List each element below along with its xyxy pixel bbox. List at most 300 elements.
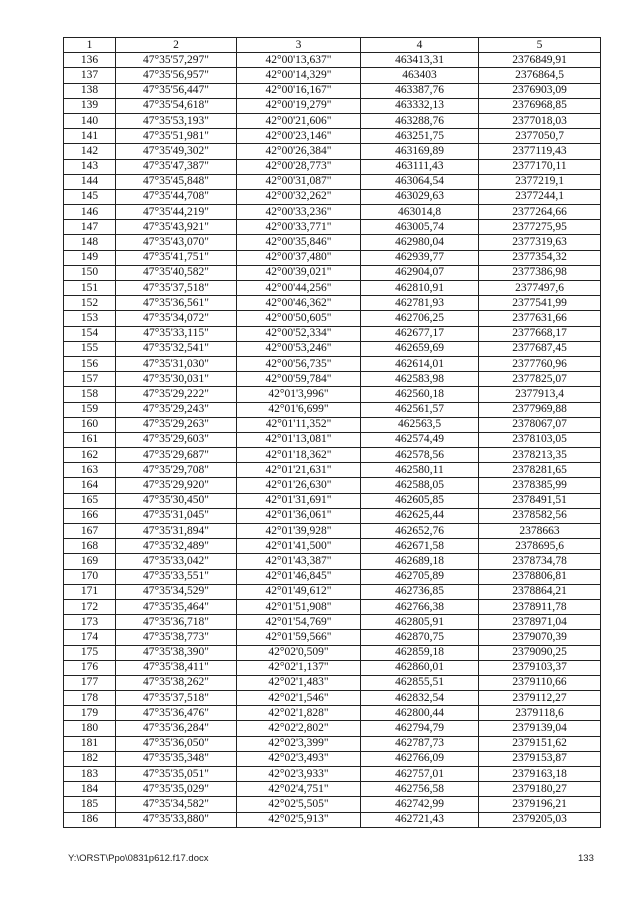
cell-longitude: 42°00'33,771" [237,220,361,235]
cell-y-coordinate: 2379110,66 [479,675,601,690]
cell-point-number: 163 [64,463,116,478]
cell-x-coordinate: 462659,69 [361,341,479,356]
table-row [64,417,601,432]
cell-latitude: 47°35'35,348" [116,751,237,766]
column-header-latitude: 2 [116,38,237,53]
cell-y-coordinate: 2377275,95 [479,220,601,235]
cell-longitude: 42°01'31,691" [237,493,361,508]
cell-point-number: 137 [64,68,116,83]
cell-y-coordinate: 2377668,17 [479,326,601,341]
cell-point-number: 158 [64,387,116,402]
cell-latitude: 47°35'31,030" [116,356,237,371]
table-row [64,311,601,326]
table-row [64,584,601,599]
cell-latitude: 47°35'36,050" [116,736,237,751]
cell-longitude: 42°01'21,631" [237,463,361,478]
cell-x-coordinate: 463111,43 [361,159,479,174]
cell-x-coordinate: 463251,75 [361,129,479,144]
cell-x-coordinate: 462583,98 [361,372,479,387]
cell-point-number: 146 [64,205,116,220]
table-row [64,356,601,371]
cell-latitude: 47°35'56,447" [116,83,237,98]
table-row [64,493,601,508]
cell-x-coordinate: 462787,73 [361,736,479,751]
cell-x-coordinate: 462860,01 [361,660,479,675]
cell-longitude: 42°00'39,021" [237,265,361,280]
footer-page-number: 133 [578,853,594,864]
table-row [64,326,601,341]
table-body [64,53,601,828]
cell-latitude: 47°35'44,219" [116,205,237,220]
cell-x-coordinate: 462560,18 [361,387,479,402]
cell-x-coordinate: 463169,89 [361,144,479,159]
cell-longitude: 42°02'1,483" [237,675,361,690]
cell-point-number: 183 [64,767,116,782]
cell-x-coordinate: 462742,99 [361,797,479,812]
cell-latitude: 47°35'40,582" [116,265,237,280]
cell-longitude: 42°00'19,279" [237,98,361,113]
cell-x-coordinate: 462574,49 [361,432,479,447]
table-row [64,554,601,569]
cell-longitude: 42°01'13,081" [237,432,361,447]
table-row [64,250,601,265]
cell-latitude: 47°35'54,618" [116,98,237,113]
cell-y-coordinate: 2377354,32 [479,250,601,265]
cell-x-coordinate: 463005,74 [361,220,479,235]
cell-point-number: 177 [64,675,116,690]
cell-x-coordinate: 462706,25 [361,311,479,326]
cell-y-coordinate: 2377687,45 [479,341,601,356]
cell-y-coordinate: 2377219,1 [479,174,601,189]
cell-y-coordinate: 2379090,25 [479,645,601,660]
cell-longitude: 42°00'16,167" [237,83,361,98]
cell-latitude: 47°35'35,051" [116,767,237,782]
cell-point-number: 175 [64,645,116,660]
cell-point-number: 148 [64,235,116,250]
table-row [64,782,601,797]
cell-longitude: 42°01'43,387" [237,554,361,569]
cell-latitude: 47°35'35,029" [116,782,237,797]
cell-x-coordinate: 462721,43 [361,812,479,827]
table-row [64,615,601,630]
table-row [64,129,601,144]
cell-x-coordinate: 462939,77 [361,250,479,265]
cell-x-coordinate: 462757,01 [361,767,479,782]
table-row [64,432,601,447]
cell-longitude: 42°00'32,262" [237,189,361,204]
cell-x-coordinate: 462625,44 [361,508,479,523]
cell-point-number: 155 [64,341,116,356]
table-row [64,524,601,539]
table-header [64,38,601,53]
cell-y-coordinate: 2377170,11 [479,159,601,174]
cell-longitude: 42°01'46,845" [237,569,361,584]
cell-x-coordinate: 462671,58 [361,539,479,554]
cell-latitude: 47°35'36,561" [116,296,237,311]
cell-x-coordinate: 462605,85 [361,493,479,508]
cell-latitude: 47°35'30,450" [116,493,237,508]
cell-x-coordinate: 462561,57 [361,402,479,417]
cell-point-number: 168 [64,539,116,554]
cell-longitude: 42°00'46,362" [237,296,361,311]
cell-longitude: 42°01'26,630" [237,478,361,493]
cell-latitude: 47°35'29,263" [116,417,237,432]
cell-point-number: 147 [64,220,116,235]
cell-point-number: 180 [64,721,116,736]
cell-latitude: 47°35'34,529" [116,584,237,599]
cell-point-number: 169 [64,554,116,569]
table-row [64,83,601,98]
cell-point-number: 176 [64,660,116,675]
cell-point-number: 162 [64,448,116,463]
table-row [64,539,601,554]
cell-y-coordinate: 2376849,91 [479,53,601,68]
cell-x-coordinate: 462677,17 [361,326,479,341]
cell-x-coordinate: 462563,5 [361,417,479,432]
header-row [64,38,601,53]
cell-longitude: 42°00'13,637" [237,53,361,68]
cell-point-number: 173 [64,615,116,630]
cell-y-coordinate: 2377244,1 [479,189,601,204]
cell-x-coordinate: 462810,91 [361,281,479,296]
cell-latitude: 47°35'51,981" [116,129,237,144]
table-row [64,68,601,83]
cell-y-coordinate: 2378281,65 [479,463,601,478]
column-header-y: 5 [479,38,601,53]
cell-y-coordinate: 2378103,05 [479,432,601,447]
cell-point-number: 141 [64,129,116,144]
cell-latitude: 47°35'43,070" [116,235,237,250]
cell-x-coordinate: 462614,01 [361,356,479,371]
cell-latitude: 47°35'49,302" [116,144,237,159]
cell-latitude: 47°35'31,045" [116,508,237,523]
cell-longitude: 42°00'53,246" [237,341,361,356]
cell-longitude: 42°02'0,509" [237,645,361,660]
cell-point-number: 149 [64,250,116,265]
cell-latitude: 47°35'29,222" [116,387,237,402]
cell-point-number: 161 [64,432,116,447]
cell-latitude: 47°35'45,848" [116,174,237,189]
cell-y-coordinate: 2378734,78 [479,554,601,569]
cell-x-coordinate: 462832,54 [361,691,479,706]
cell-point-number: 172 [64,599,116,614]
cell-x-coordinate: 462800,44 [361,706,479,721]
cell-x-coordinate: 462736,85 [361,584,479,599]
cell-longitude: 42°01'54,769" [237,615,361,630]
cell-point-number: 184 [64,782,116,797]
table-row [64,387,601,402]
cell-y-coordinate: 2378695,6 [479,539,601,554]
cell-y-coordinate: 2379112,27 [479,691,601,706]
cell-latitude: 47°35'32,489" [116,539,237,554]
cell-latitude: 47°35'35,464" [116,599,237,614]
cell-latitude: 47°35'36,476" [116,706,237,721]
cell-longitude: 42°00'50,605" [237,311,361,326]
cell-x-coordinate: 462904,07 [361,265,479,280]
cell-point-number: 159 [64,402,116,417]
table-row [64,736,601,751]
cell-latitude: 47°35'47,387" [116,159,237,174]
cell-x-coordinate: 463029,63 [361,189,479,204]
cell-longitude: 42°01'51,908" [237,599,361,614]
cell-y-coordinate: 2379153,87 [479,751,601,766]
cell-y-coordinate: 2379151,62 [479,736,601,751]
table-row [64,448,601,463]
table-row [64,721,601,736]
cell-longitude: 42°00'44,256" [237,281,361,296]
cell-point-number: 160 [64,417,116,432]
cell-y-coordinate: 2379180,27 [479,782,601,797]
cell-longitude: 42°00'52,334" [237,326,361,341]
cell-longitude: 42°01'39,928" [237,524,361,539]
table-row [64,341,601,356]
cell-x-coordinate: 462580,11 [361,463,479,478]
cell-latitude: 47°35'56,957" [116,68,237,83]
cell-x-coordinate: 462870,75 [361,630,479,645]
cell-latitude: 47°35'38,262" [116,675,237,690]
table-row [64,372,601,387]
cell-longitude: 42°00'28,773" [237,159,361,174]
cell-longitude: 42°00'23,146" [237,129,361,144]
cell-point-number: 142 [64,144,116,159]
cell-x-coordinate: 463014,8 [361,205,479,220]
cell-latitude: 47°35'29,243" [116,402,237,417]
cell-y-coordinate: 2377264,66 [479,205,601,220]
cell-x-coordinate: 462980,04 [361,235,479,250]
cell-latitude: 47°35'34,072" [116,311,237,326]
column-header-longitude: 3 [237,38,361,53]
cell-x-coordinate: 462781,93 [361,296,479,311]
cell-y-coordinate: 2378213,35 [479,448,601,463]
cell-latitude: 47°35'38,390" [116,645,237,660]
cell-point-number: 182 [64,751,116,766]
cell-latitude: 47°35'33,551" [116,569,237,584]
cell-x-coordinate: 462588,05 [361,478,479,493]
cell-point-number: 164 [64,478,116,493]
table-row [64,159,601,174]
table-row [64,189,601,204]
cell-longitude: 42°02'1,546" [237,691,361,706]
cell-y-coordinate: 2378971,04 [479,615,601,630]
cell-latitude: 47°35'30,031" [116,372,237,387]
cell-latitude: 47°35'57,297" [116,53,237,68]
cell-longitude: 42°00'14,329" [237,68,361,83]
table-row [64,660,601,675]
cell-point-number: 165 [64,493,116,508]
cell-y-coordinate: 2379139,04 [479,721,601,736]
cell-latitude: 47°35'36,284" [116,721,237,736]
cell-longitude: 42°02'3,493" [237,751,361,766]
cell-y-coordinate: 2376903,09 [479,83,601,98]
table-row [64,98,601,113]
cell-y-coordinate: 2379103,37 [479,660,601,675]
cell-y-coordinate: 2376968,85 [479,98,601,113]
table-row [64,174,601,189]
table-row [64,812,601,827]
cell-x-coordinate: 463387,76 [361,83,479,98]
cell-latitude: 47°35'29,687" [116,448,237,463]
cell-longitude: 42°01'59,566" [237,630,361,645]
cell-point-number: 156 [64,356,116,371]
cell-longitude: 42°01'41,500" [237,539,361,554]
cell-point-number: 157 [64,372,116,387]
coordinates-table [63,37,601,828]
cell-point-number: 186 [64,812,116,827]
cell-point-number: 138 [64,83,116,98]
cell-longitude: 42°00'26,384" [237,144,361,159]
cell-y-coordinate: 2379163,18 [479,767,601,782]
cell-y-coordinate: 2378806,81 [479,569,601,584]
cell-latitude: 47°35'31,894" [116,524,237,539]
cell-x-coordinate: 462766,38 [361,599,479,614]
table-row [64,675,601,690]
cell-x-coordinate: 463064,54 [361,174,479,189]
table-row [64,478,601,493]
cell-latitude: 47°35'32,541" [116,341,237,356]
cell-x-coordinate: 463403 [361,68,479,83]
cell-longitude: 42°00'31,087" [237,174,361,189]
cell-y-coordinate: 2379070,39 [479,630,601,645]
cell-point-number: 144 [64,174,116,189]
cell-latitude: 47°35'37,518" [116,281,237,296]
table-row [64,296,601,311]
cell-y-coordinate: 2379118,6 [479,706,601,721]
cell-y-coordinate: 2378582,56 [479,508,601,523]
cell-y-coordinate: 2378663 [479,524,601,539]
cell-point-number: 185 [64,797,116,812]
cell-y-coordinate: 2377760,96 [479,356,601,371]
cell-point-number: 178 [64,691,116,706]
cell-y-coordinate: 2377497,6 [479,281,601,296]
cell-latitude: 47°35'43,921" [116,220,237,235]
cell-latitude: 47°35'44,708" [116,189,237,204]
cell-y-coordinate: 2376864,5 [479,68,601,83]
cell-longitude: 42°02'5,913" [237,812,361,827]
cell-x-coordinate: 462578,56 [361,448,479,463]
cell-y-coordinate: 2379205,03 [479,812,601,827]
column-header-x: 4 [361,38,479,53]
table-row [64,691,601,706]
cell-latitude: 47°35'53,193" [116,113,237,128]
cell-y-coordinate: 2378385,99 [479,478,601,493]
cell-latitude: 47°35'29,708" [116,463,237,478]
cell-x-coordinate: 462805,91 [361,615,479,630]
cell-point-number: 152 [64,296,116,311]
table-row [64,797,601,812]
cell-y-coordinate: 2377050,7 [479,129,601,144]
cell-x-coordinate: 462756,58 [361,782,479,797]
cell-y-coordinate: 2379196,21 [479,797,601,812]
cell-longitude: 42°00'33,236" [237,205,361,220]
cell-longitude: 42°01'6,699" [237,402,361,417]
cell-latitude: 47°35'41,751" [116,250,237,265]
cell-latitude: 47°35'38,773" [116,630,237,645]
cell-point-number: 151 [64,281,116,296]
cell-point-number: 174 [64,630,116,645]
cell-longitude: 42°02'3,399" [237,736,361,751]
cell-x-coordinate: 462859,18 [361,645,479,660]
table-row [64,645,601,660]
cell-latitude: 47°35'38,411" [116,660,237,675]
table-row [64,205,601,220]
cell-point-number: 153 [64,311,116,326]
cell-longitude: 42°00'56,735" [237,356,361,371]
table-row [64,281,601,296]
cell-longitude: 42°01'36,061" [237,508,361,523]
table-row [64,113,601,128]
cell-x-coordinate: 462652,76 [361,524,479,539]
cell-x-coordinate: 463332,13 [361,98,479,113]
cell-latitude: 47°35'37,518" [116,691,237,706]
cell-point-number: 181 [64,736,116,751]
cell-y-coordinate: 2377913,4 [479,387,601,402]
cell-x-coordinate: 463413,31 [361,53,479,68]
cell-y-coordinate: 2378067,07 [479,417,601,432]
footer-file-path: Y:\ORST\Ppo\0831p612.f17.docx [68,853,209,864]
cell-longitude: 42°02'1,828" [237,706,361,721]
cell-longitude: 42°00'35,846" [237,235,361,250]
cell-point-number: 167 [64,524,116,539]
table-row [64,630,601,645]
cell-point-number: 136 [64,53,116,68]
cell-longitude: 42°01'49,612" [237,584,361,599]
cell-x-coordinate: 462855,51 [361,675,479,690]
cell-longitude: 42°00'37,480" [237,250,361,265]
cell-y-coordinate: 2377631,66 [479,311,601,326]
cell-y-coordinate: 2377386,98 [479,265,601,280]
cell-y-coordinate: 2378864,21 [479,584,601,599]
cell-point-number: 140 [64,113,116,128]
table-row [64,402,601,417]
cell-longitude: 42°02'1,137" [237,660,361,675]
cell-latitude: 47°35'33,042" [116,554,237,569]
table-row [64,235,601,250]
cell-latitude: 47°35'36,718" [116,615,237,630]
cell-longitude: 42°00'59,784" [237,372,361,387]
cell-x-coordinate: 462794,79 [361,721,479,736]
cell-longitude: 42°02'4,751" [237,782,361,797]
cell-x-coordinate: 462766,09 [361,751,479,766]
cell-point-number: 150 [64,265,116,280]
cell-x-coordinate: 462705,89 [361,569,479,584]
column-header-point: 1 [64,38,116,53]
cell-y-coordinate: 2377969,88 [479,402,601,417]
cell-longitude: 42°02'3,933" [237,767,361,782]
table-row [64,53,601,68]
cell-point-number: 143 [64,159,116,174]
cell-latitude: 47°35'34,582" [116,797,237,812]
cell-point-number: 170 [64,569,116,584]
cell-y-coordinate: 2377119,43 [479,144,601,159]
cell-point-number: 154 [64,326,116,341]
cell-y-coordinate: 2378491,51 [479,493,601,508]
cell-longitude: 42°01'3,996" [237,387,361,402]
cell-point-number: 179 [64,706,116,721]
table-row [64,706,601,721]
table-row [64,220,601,235]
cell-longitude: 42°02'2,802" [237,721,361,736]
cell-y-coordinate: 2377825,07 [479,372,601,387]
cell-point-number: 171 [64,584,116,599]
table-row [64,599,601,614]
table-row [64,265,601,280]
cell-x-coordinate: 463288,76 [361,113,479,128]
cell-latitude: 47°35'29,603" [116,432,237,447]
cell-latitude: 47°35'29,920" [116,478,237,493]
cell-latitude: 47°35'33,115" [116,326,237,341]
cell-y-coordinate: 2377319,63 [479,235,601,250]
cell-y-coordinate: 2377018,03 [479,113,601,128]
